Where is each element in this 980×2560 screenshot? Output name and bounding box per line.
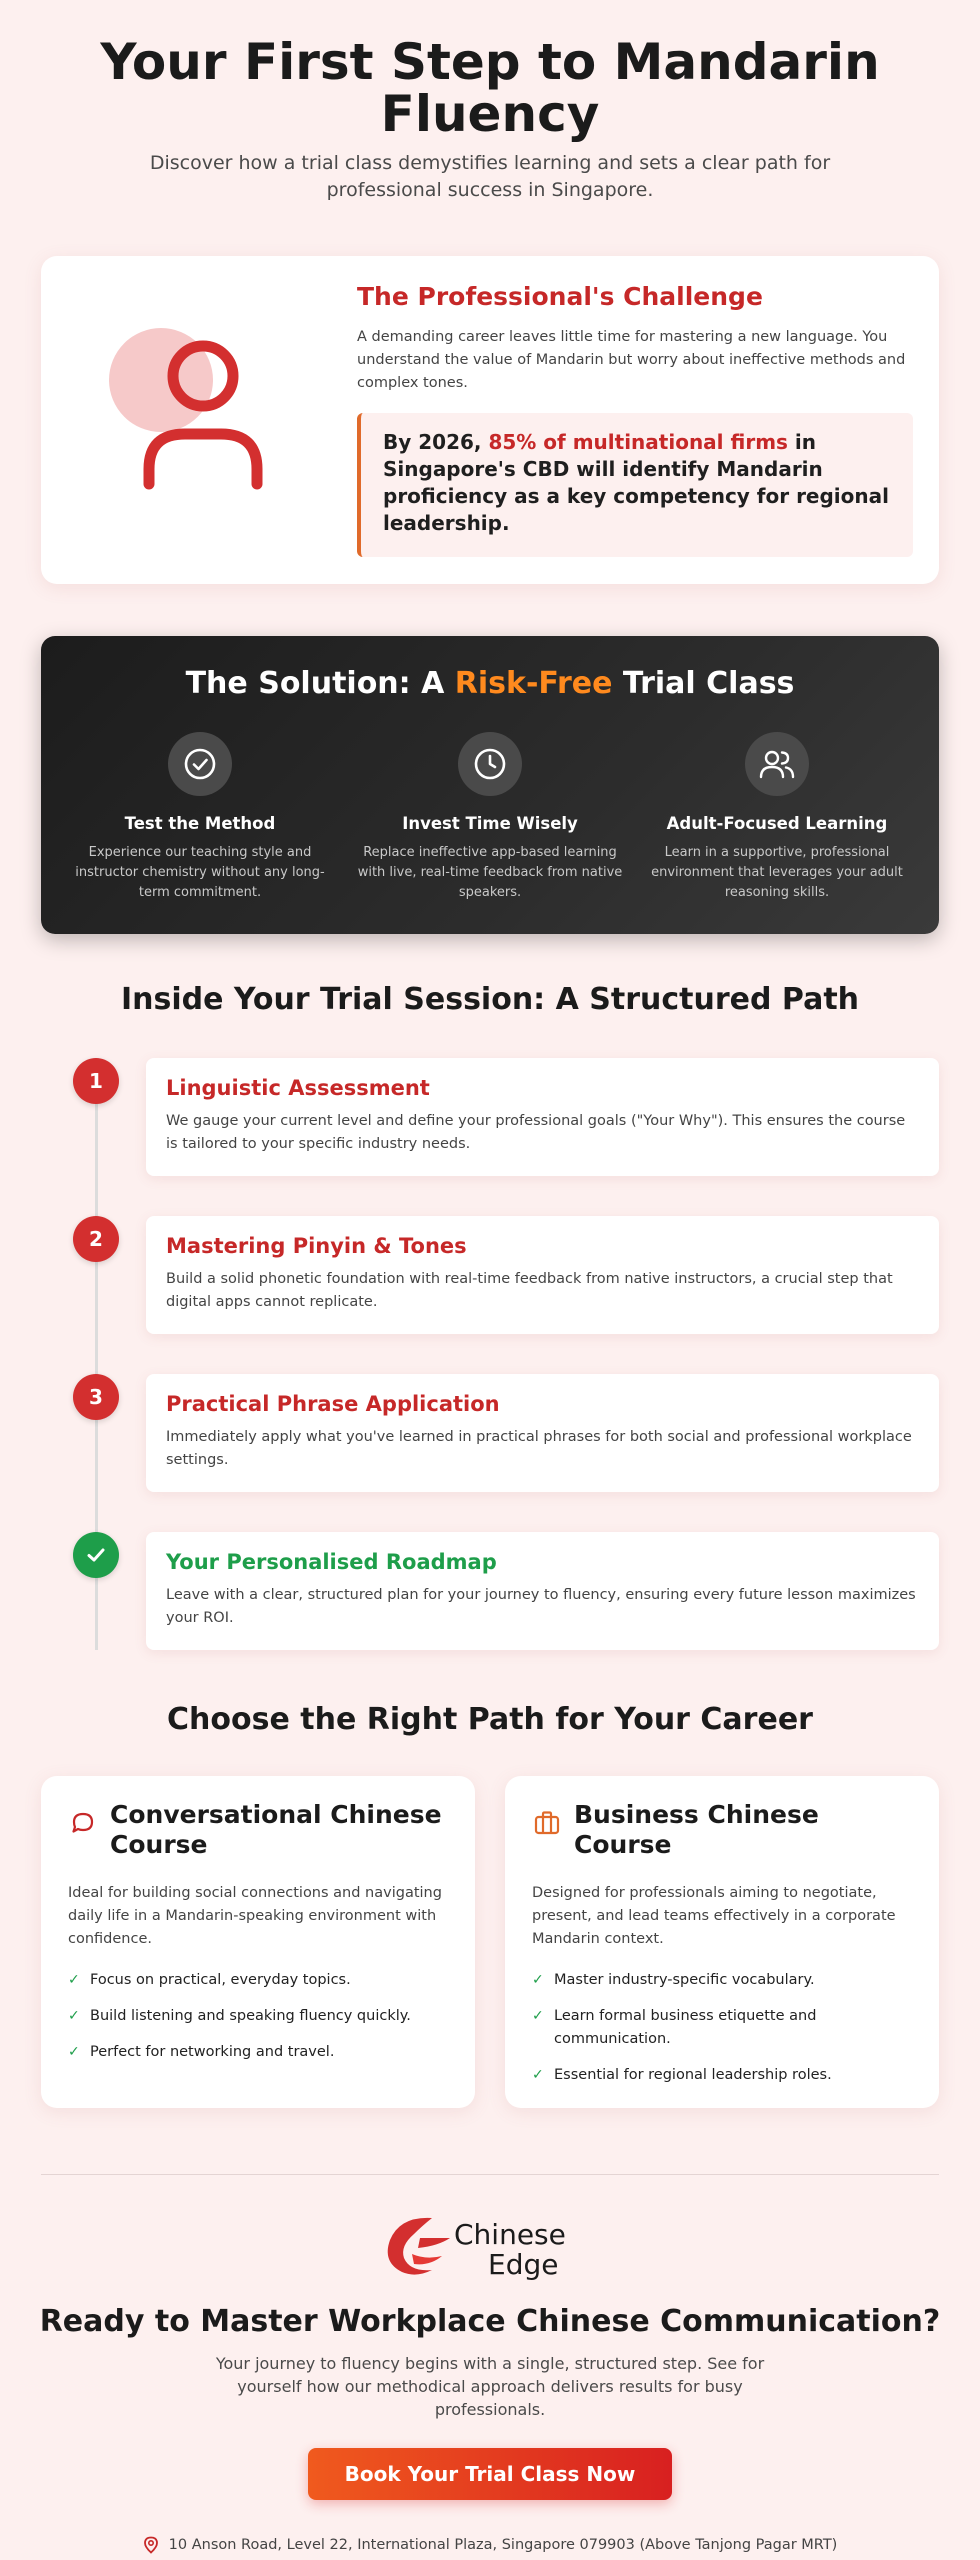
- section-divider: [41, 2174, 939, 2175]
- check-icon: ✓: [68, 2044, 80, 2060]
- list-item: [68, 2041, 448, 2064]
- feature-adult-focused: [642, 732, 912, 903]
- list-item: [532, 2005, 912, 2051]
- feature-text: Replace ineffective app-based learning with live, real-time feedback from native speakers.: [357, 845, 623, 900]
- challenge-stat-quote: [357, 413, 913, 557]
- course-benefits-list: [68, 1969, 448, 2064]
- chinese-edge-logo: [370, 2210, 610, 2282]
- feature-test-method: [65, 732, 335, 903]
- course-text: Designed for professionals aiming to negotiate, present, and lead teams effectively in a corporate Mandarin context.: [532, 1885, 896, 1947]
- courses-section-title: Choose the Right Path for Your Career: [167, 1702, 813, 1737]
- logo-text-line2: Edge: [488, 2248, 559, 2281]
- step-text: Leave with a clear, structured plan for your journey to fluency, ensuring every future lesson maximizes your ROI.: [166, 1587, 916, 1626]
- course-card-conversational: [41, 1776, 475, 2108]
- step-title: Linguistic Assessment: [166, 1076, 430, 1100]
- check-circle-icon: [168, 732, 232, 796]
- challenge-card: [41, 256, 939, 584]
- step-number: 1: [73, 1058, 119, 1104]
- solution-title-accent: Risk-Free: [454, 666, 613, 701]
- book-trial-button[interactable]: Book Your Trial Class Now: [308, 2448, 672, 2500]
- address-line: [0, 2536, 980, 2554]
- cta-subtitle: Your journey to fluency begins with a single, structured step. See for yourself how our methodical approach delivers results for busy professionals.: [215, 2354, 765, 2419]
- check-icon: ✓: [68, 2008, 80, 2024]
- chat-bubble-icon: [68, 1808, 98, 1838]
- step-card-phrases: [146, 1374, 939, 1492]
- challenge-title: The Professional's Challenge: [357, 282, 763, 311]
- list-item: [532, 2064, 912, 2087]
- feature-title: Adult-Focused Learning: [666, 814, 888, 833]
- step-card-roadmap: [146, 1532, 939, 1650]
- challenge-text: A demanding career leaves little time for mastering a new language. You understand the value of Mandarin but worry about ineffective methods and complex tones.: [357, 329, 906, 391]
- trial-section-title: Inside Your Trial Session: A Structured Path: [120, 982, 860, 1017]
- feature-invest-time: [355, 732, 625, 903]
- step-text: Build a solid phonetic foundation with real-time feedback from native instructors, a crucial step that digital apps cannot replicate.: [166, 1271, 893, 1310]
- check-icon: ✓: [532, 1972, 544, 1988]
- step-number: 3: [73, 1374, 119, 1420]
- benefit-text: Perfect for networking and travel.: [90, 2044, 335, 2060]
- checkmark-icon: [73, 1532, 119, 1578]
- step-text: We gauge your current level and define your professional goals ("Your Why"). This ensures the course is tailored to your specific industry needs.: [166, 1113, 906, 1152]
- benefit-text: Essential for regional leadership roles.: [554, 2067, 832, 2083]
- quote-suffix: in Singapore's CBD will identify Mandarin proficiency as a key competency for regional leadership.: [383, 430, 889, 535]
- quote-highlight: 85% of multinational firms: [488, 430, 788, 454]
- quote-prefix: By 2026,: [383, 430, 489, 454]
- course-title: Conversational Chinese Course: [110, 1800, 442, 1859]
- logo-text-line1: Chinese: [454, 2218, 566, 2251]
- check-icon: ✓: [68, 1972, 80, 1988]
- check-icon: ✓: [532, 2008, 544, 2024]
- list-item: [68, 1969, 448, 1992]
- page-subtitle: Discover how a trial class demystifies learning and sets a clear path for professional success in Singapore.: [149, 152, 831, 201]
- list-item: [532, 1969, 912, 1992]
- step-number: 2: [73, 1216, 119, 1262]
- check-icon: ✓: [532, 2067, 544, 2083]
- feature-text: Learn in a supportive, professional environment that leverages your adult reasoning skills.: [651, 845, 903, 900]
- step-text: Immediately apply what you've learned in practical phrases for both social and professional workplace settings.: [166, 1429, 912, 1468]
- briefcase-icon: [532, 1808, 562, 1838]
- course-benefits-list: [532, 1969, 912, 2087]
- solution-title: [41, 666, 939, 701]
- clock-icon: [458, 732, 522, 796]
- cta-title: Ready to Master Workplace Chinese Communication?: [39, 2304, 941, 2339]
- course-title: Business Chinese Course: [574, 1800, 819, 1859]
- feature-title: Invest Time Wisely: [402, 814, 578, 833]
- benefit-text: Master industry-specific vocabulary.: [554, 1972, 815, 1988]
- step-title: Your Personalised Roadmap: [166, 1550, 497, 1574]
- solution-title-suffix: Trial Class: [612, 666, 795, 701]
- location-pin-icon: [143, 2536, 159, 2554]
- solution-card: [41, 636, 939, 934]
- feature-text: Experience our teaching style and instructor chemistry without any long-term commitment.: [75, 845, 325, 900]
- solution-title-prefix: The Solution: A: [185, 666, 455, 701]
- course-card-business: [505, 1776, 939, 2108]
- benefit-text: Focus on practical, everyday topics.: [90, 1972, 351, 1988]
- users-icon: [745, 732, 809, 796]
- step-title: Practical Phrase Application: [166, 1392, 500, 1416]
- list-item: [68, 2005, 448, 2028]
- step-card-pinyin: [146, 1216, 939, 1334]
- address-text: 10 Anson Road, Level 22, International Plaza, Singapore 079903 (Above Tanjong Pagar MRT): [168, 2537, 838, 2553]
- step-card-assessment: [146, 1058, 939, 1176]
- page-title: Your First Step to Mandarin Fluency: [100, 33, 880, 143]
- feature-title: Test the Method: [124, 814, 276, 833]
- course-text: Ideal for building social connections and navigating daily life in a Mandarin-speaking environment with confidence.: [68, 1885, 442, 1947]
- benefit-text: Build listening and speaking fluency quickly.: [90, 2008, 411, 2024]
- benefit-text: Learn formal business etiquette and communication.: [554, 2008, 817, 2047]
- step-title: Mastering Pinyin & Tones: [166, 1234, 467, 1258]
- person-icon: [107, 324, 277, 494]
